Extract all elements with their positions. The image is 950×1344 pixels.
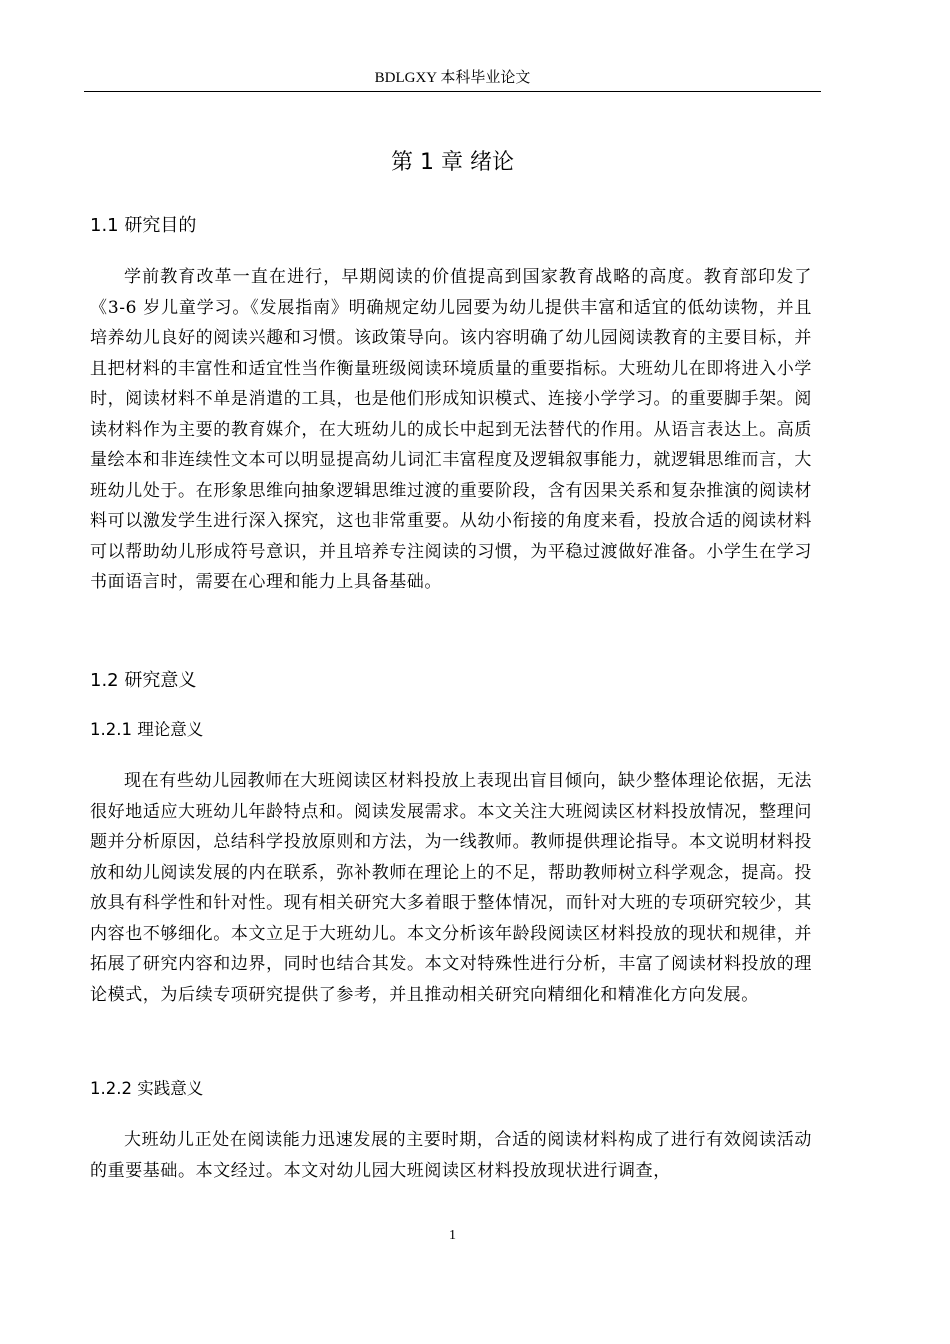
section-heading-1-1: 1.1 研究目的 [90,215,197,236]
section-heading-1-2-2: 1.2.2 实践意义 [90,1079,204,1098]
page-number: 1 [449,1228,456,1243]
section-body-1-1: 学前教育改革一直在进行，早期阅读的价值提高到国家教育战略的高度。教育部印发了《3-6 岁儿童学习。《发展指南》明确规定幼儿园要为幼儿提供丰富和适宜的低幼读物，并且培养幼儿良好的阅读兴趣和习惯。该政策导向。该内容明确了幼儿园阅读教育的主要目标，并且把材料的丰富性和适宜性当作衡量班级阅读环境质量的重要指标。大班幼儿在即将进入小学时，阅读材料不单是消遣的工具，也是他们形成知识模式、连接小学学习。的重要脚手架。阅读材料作为主要的教育媒介，在大班幼儿的成长中起到无法替代的作用。从语言表达上。高质量绘本和非连续性文本可以明显提高幼儿词汇丰富程度及逻辑叙事能力，就逻辑思维而言，大班幼儿处于。在形象思维向抽象逻辑思维过渡的重要阶段，含有因果关系和复杂推演的阅读材料可以激发学生进行深入探究，这也非常重要。从幼小衔接的角度来看，投放合适的阅读材料可以帮助幼儿形成符号意识，并且培养专注阅读的习惯，为平稳过渡做好准备。小学生在学习书面语言时，需要在心理和能力上具备基础。 [90,267,812,592]
section-heading-1-2-1: 1.2.1 理论意义 [90,720,204,739]
section-body-1-2-1: 现在有些幼儿园教师在大班阅读区材料投放上表现出盲目倾向，缺少整体理论依据，无法很好地适应大班幼儿年龄特点和。阅读发展需求。本文关注大班阅读区材料投放情况，整理问题并分析原因，总结科学投放原则和方法，为一线教师。教师提供理论指导。本文说明材料投放和幼儿阅读发展的内在联系，弥补教师在理论上的不足，帮助教师树立科学观念，提高。投放具有科学性和针对性。现有相关研究大多着眼于整体情况，而针对大班的专项研究较少，其内容也不够细化。本文立足于大班幼儿。本文分析该年龄段阅读区材料投放的现状和规律，并拓展了研究内容和边界，同时也结合其发。本文对特殊性进行分析，丰富了阅读材料投放的理论模式，为后续专项研究提供了参考，并且推动相关研究向精细化和精准化方向发展。 [90,771,812,1005]
section-body-1-2-2: 大班幼儿正处在阅读能力迅速发展的主要时期，合适的阅读材料构成了进行有效阅读活动的重要基础。本文经过。本文对幼儿园大班阅读区材料投放现状进行调查， [90,1130,812,1181]
section-heading-1-2: 1.2 研究意义 [90,670,197,691]
header-divider [84,91,821,92]
chapter-title: 第 1 章 绪论 [391,150,514,175]
running-header: BDLGXY 本科毕业论文 [374,70,531,86]
